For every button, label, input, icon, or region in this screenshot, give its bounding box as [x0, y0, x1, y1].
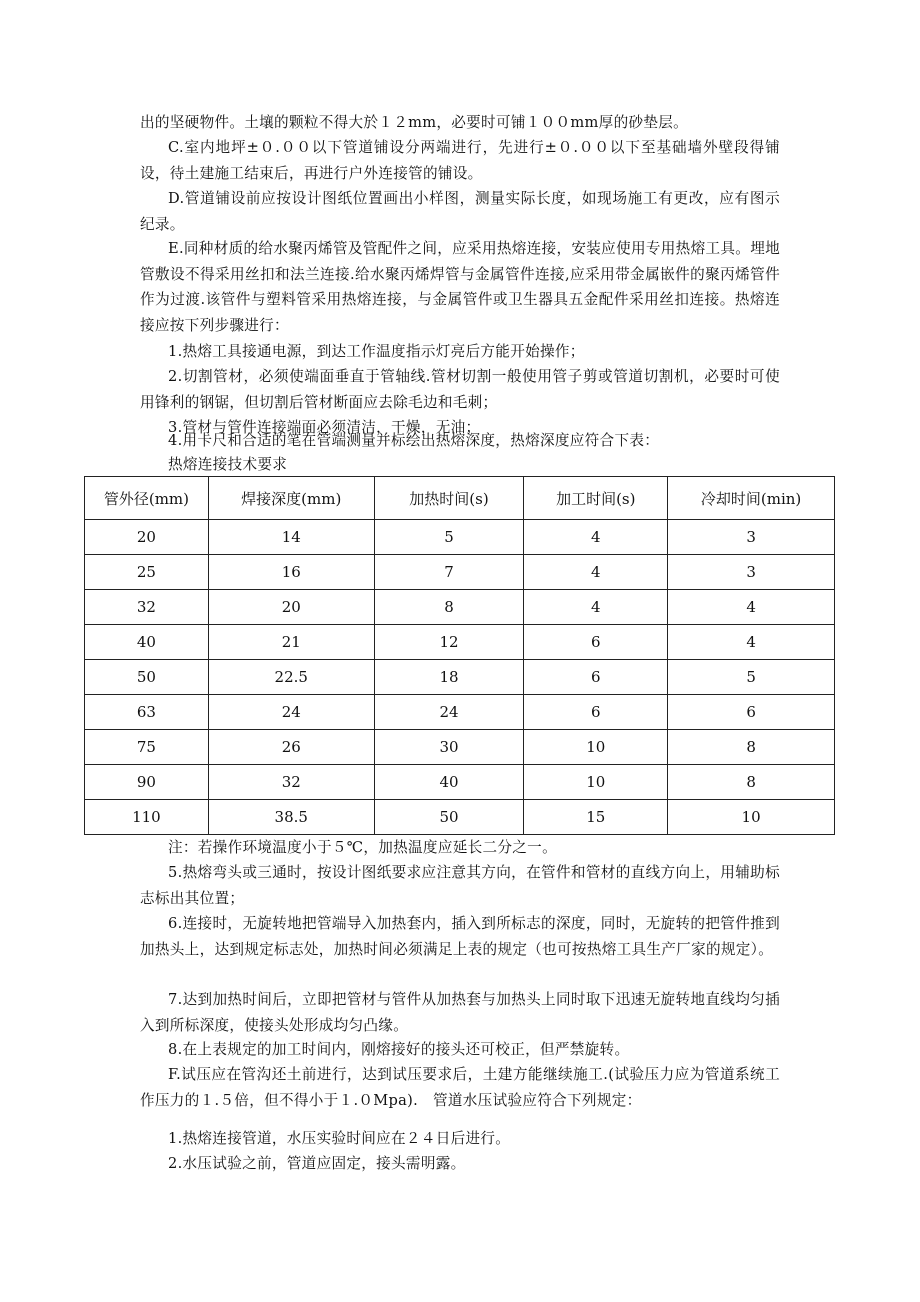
table-row: [85, 730, 835, 765]
header-outer-diameter: 管外径(mm): [85, 477, 209, 520]
cell-weld-depth: 32: [208, 765, 374, 800]
cell-processing-time: 4: [524, 520, 668, 555]
header-heating-time: 加热时间(s): [374, 477, 524, 520]
step-6-connect: 6.连接时，无旋转地把管端导入加热套内，插入到所标志的深度，同时，无旋转的把管件推到加热头上，达到规定标志处，加热时间必须满足上表的规定（也可按热熔工具生产厂家的规定）。: [140, 915, 780, 958]
cell-outer-diameter: 50: [85, 660, 209, 695]
cell-weld-depth: 20: [208, 590, 374, 625]
cell-heating-time: 40: [374, 765, 524, 800]
cell-processing-time: 6: [524, 695, 668, 730]
cell-cooling-time: 4: [668, 590, 835, 625]
cell-heating-time: 50: [374, 800, 524, 835]
step-2-cut-pipe: 2.切割管材，必须使端面垂直于管轴线.管材切割一般使用管子剪或管道切割机，必要时可使用锋利的钢锯，但切割后管材断面应去除毛边和毛刺；: [140, 368, 780, 411]
cell-heating-time: 8: [374, 590, 524, 625]
table-caption: 热熔连接技术要求: [168, 456, 288, 473]
cell-outer-diameter: 40: [85, 625, 209, 660]
header-cooling-time: 冷却时间(min): [668, 477, 835, 520]
cell-cooling-time: 8: [668, 730, 835, 765]
table-row: [85, 590, 835, 625]
cell-outer-diameter: 32: [85, 590, 209, 625]
cell-weld-depth: 21: [208, 625, 374, 660]
cell-processing-time: 4: [524, 590, 668, 625]
step-1-power-on: 1.热熔工具接通电源，到达工作温度指示灯亮后方能开始操作；: [168, 343, 585, 360]
test-rule-2: 2.水压试验之前，管道应固定，接头需明露。: [168, 1155, 466, 1172]
cell-heating-time: 12: [374, 625, 524, 660]
cell-outer-diameter: 63: [85, 695, 209, 730]
cell-outer-diameter: 75: [85, 730, 209, 765]
table-row: [85, 800, 835, 835]
cell-heating-time: 24: [374, 695, 524, 730]
step-3-clean-ends: 3.管材与管件连接端面必须清洁，干燥，无油；: [168, 419, 481, 436]
cell-processing-time: 10: [524, 730, 668, 765]
cell-outer-diameter: 90: [85, 765, 209, 800]
cell-cooling-time: 8: [668, 765, 835, 800]
table-row: [85, 765, 835, 800]
step-8-correction: 8.在上表规定的加工时间内，刚熔接好的接头还可校正，但严禁旋转。: [168, 1041, 630, 1058]
cell-processing-time: 4: [524, 555, 668, 590]
header-processing-time: 加工时间(s): [524, 477, 668, 520]
hot-melt-spec-table: [84, 476, 835, 835]
step-4-mark-depth: 4.用卡尺和合适的笔在管端测量并标绘出热熔深度，热熔深度应符合下表：: [168, 432, 660, 449]
cell-weld-depth: 38.5: [208, 800, 374, 835]
paragraph-d-layout-drawing: D.管道铺设前应按设计图纸位置画出小样图，测量实际长度，如现场施工有更改，应有图示纪录。: [140, 190, 780, 233]
cell-outer-diameter: 20: [85, 520, 209, 555]
paragraph-c-indoor-floor: C.室内地坪±０.００以下管道铺设分两端进行，先进行±０.００以下至基础墙外壁段得铺设，待土建施工结束后，再进行户外连接管的铺设。: [140, 139, 780, 182]
cell-cooling-time: 3: [668, 555, 835, 590]
table-row: [85, 555, 835, 590]
cell-heating-time: 18: [374, 660, 524, 695]
paragraph-soil-particles: 出的坚硬物件。土壤的颗粒不得大於１２mm，必要时可铺１００mm厚的砂垫层。: [140, 114, 689, 131]
cell-weld-depth: 26: [208, 730, 374, 765]
cell-cooling-time: 6: [668, 695, 835, 730]
cell-cooling-time: 4: [668, 625, 835, 660]
cell-weld-depth: 24: [208, 695, 374, 730]
table-header-row: [85, 477, 835, 520]
step-5-elbow-tee: 5.热熔弯头或三通时，按设计图纸要求应注意其方向，在管件和管材的直线方向上，用辅助标志标出其位置；: [140, 864, 780, 907]
cell-processing-time: 6: [524, 625, 668, 660]
table-row: [85, 625, 835, 660]
table-row: [85, 660, 835, 695]
table-row: [85, 695, 835, 730]
cell-outer-diameter: 110: [85, 800, 209, 835]
cell-heating-time: 30: [374, 730, 524, 765]
cell-cooling-time: 10: [668, 800, 835, 835]
cell-processing-time: 10: [524, 765, 668, 800]
paragraph-e-hot-melt: E.同种材质的给水聚丙烯管及管配件之间，应采用热熔连接，安装应使用专用热熔工具。埋地管敷设不得采用丝扣和法兰连接.给水聚丙烯焊管与金属管件连接,应采用带金属嵌件的聚丙烯管件作为过渡.该管件与塑料管采用热熔连接，与金属管件或卫生器具五金配件采用丝扣连接。热熔连接应按下列步骤进行：: [140, 240, 780, 334]
table-row: [85, 520, 835, 555]
table-note: 注：若操作环境温度小于５℃，加热温度应延长二分之一。: [168, 839, 557, 856]
paragraph-f-pressure-test: F.试压应在管沟还土前进行，达到试压要求后，土建方能继续施工.(试验压力应为管道系统工作压力的１.５倍，但不得小于１.０Mpa). 管道水压试验应符合下列规定：: [140, 1066, 780, 1109]
cell-heating-time: 5: [374, 520, 524, 555]
cell-cooling-time: 3: [668, 520, 835, 555]
cell-cooling-time: 5: [668, 660, 835, 695]
cell-outer-diameter: 25: [85, 555, 209, 590]
cell-processing-time: 6: [524, 660, 668, 695]
cell-heating-time: 7: [374, 555, 524, 590]
step-7-insert: 7.达到加热时间后，立即把管材与管件从加热套与加热头上同时取下迅速无旋转地直线均匀插入到所标深度，使接头处形成均匀凸缘。: [140, 991, 780, 1034]
cell-weld-depth: 14: [208, 520, 374, 555]
test-rule-1: 1.热熔连接管道，水压实验时间应在２４日后进行。: [168, 1130, 511, 1147]
cell-weld-depth: 22.5: [208, 660, 374, 695]
cell-weld-depth: 16: [208, 555, 374, 590]
header-weld-depth: 焊接深度(mm): [208, 477, 374, 520]
cell-processing-time: 15: [524, 800, 668, 835]
